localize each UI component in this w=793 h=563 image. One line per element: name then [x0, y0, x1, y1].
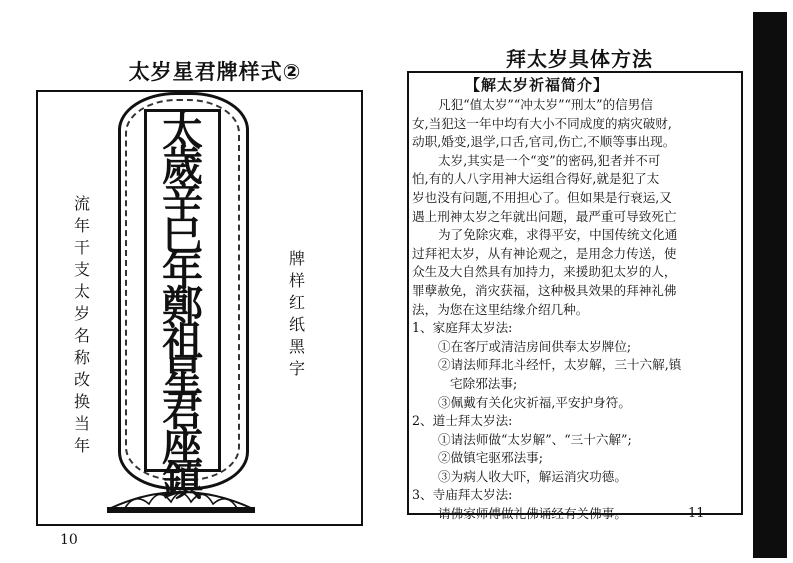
text-line: 过拜祀太岁，从有神论观之，是用念力传送，使	[412, 245, 677, 261]
side-note-char: 年	[73, 216, 90, 235]
plaque-panel	[144, 107, 221, 505]
text-line: 罪孽赦免，消灾获福，这种极具效果的拜神礼佛	[412, 282, 677, 298]
text-line: 太岁,其实是一个“变”的密码,犯者并不可	[438, 152, 661, 168]
text-line: 岁也没有问题,不用担心了。但如果是行衰运,又	[412, 189, 672, 205]
text-line: 动职,婚变,退学,口舌,官司,伤亡,不顺等事出现。	[412, 134, 676, 150]
plaque-char: 祖	[162, 317, 203, 365]
plaque-char: 歲	[162, 142, 203, 190]
side-note-char: 干	[73, 238, 90, 257]
text-line: 女,当犯这一年中均有大小不同成度的病灾破财,	[412, 115, 672, 131]
side-note-char: 流	[73, 194, 90, 213]
side-note-char: 样	[288, 271, 305, 290]
text-line: ①在客厅或清洁房间供奉太岁牌位;	[438, 338, 632, 354]
side-note-char: 岁	[73, 304, 90, 323]
side-note-char: 当	[73, 414, 90, 433]
side-note-char: 改	[73, 370, 90, 389]
text-line: 请佛家师傅做礼佛诵经有关佛事。	[438, 506, 627, 522]
side-note-left	[72, 193, 92, 457]
side-note-char: 支	[73, 260, 90, 279]
tai-sui-plaque	[118, 92, 249, 505]
text-line: ①请法师做“太岁解”、“三十六解”;	[438, 431, 632, 447]
text-line: 众生及大自然具有加持力，来援助犯太岁的人，	[412, 264, 677, 280]
body-text	[412, 96, 735, 524]
plaque-char: 辛	[162, 177, 203, 225]
text-line: 为了免除灾难，求得平安，中国传统文化通	[438, 227, 678, 243]
text-line: 1、家庭拜太岁法:	[412, 320, 513, 336]
plaque-inscription	[147, 107, 218, 505]
lotus-base-icon	[105, 474, 257, 514]
method-title: 拜太岁具体方法	[506, 47, 653, 71]
text-line: 法，为您在这里结缘介绍几种。	[412, 301, 589, 317]
side-note-char: 太	[73, 282, 90, 301]
text-line: 凡犯“值太岁”“冲太岁”“刑太”的信男信	[438, 97, 653, 112]
side-note-char: 称	[73, 348, 90, 367]
text-line: ③为病人收大吓，解运消灾功德。	[438, 468, 627, 484]
plaque-style-title: 太岁星君牌样式②	[128, 60, 302, 84]
side-note-char: 年	[73, 436, 90, 455]
side-note-char: 换	[73, 392, 90, 411]
side-note-char: 纸	[288, 315, 305, 334]
text-line: 2、道士拜太岁法:	[412, 413, 513, 429]
side-note-char: 名	[73, 326, 90, 345]
plaque-char: 座	[162, 422, 203, 470]
page-number-right: 11	[688, 506, 705, 521]
text-line: 遇上刑神太岁之年就出问题，最严重可导致死亡	[412, 208, 677, 224]
side-note-char: 牌	[288, 249, 305, 268]
left-page	[0, 0, 390, 563]
text-line: ③佩戴有关化灾祈福,平安护身符。	[438, 394, 631, 410]
plaque-char: 鎮	[162, 457, 203, 505]
side-note-char: 黑	[288, 337, 305, 356]
page-number-left: 10	[60, 532, 78, 548]
side-note-char: 红	[288, 293, 305, 312]
text-line: 3、寺庙拜太岁法:	[412, 487, 513, 503]
text-line: ②做镇宅驱邪法事;	[438, 450, 543, 466]
right-page	[390, 0, 793, 563]
intro-heading: 【解太岁祈福简介】	[465, 76, 610, 94]
plaque-char: 君	[162, 387, 203, 435]
side-note-char: 字	[288, 359, 305, 378]
plaque-char: 鄭	[162, 282, 203, 330]
plaque-char: 星	[162, 352, 203, 400]
text-line: ②请法师拜北斗经忏，太岁解，三十六解,镇	[438, 357, 682, 373]
plaque-char: 年	[162, 247, 203, 295]
side-note-right	[287, 248, 307, 380]
text-line: 怕,有的人八字用神大运组合得好,就是犯了太	[412, 171, 660, 187]
plaque-char: 太	[162, 107, 203, 155]
scan-edge-shadow	[753, 12, 787, 558]
text-line: 宅除邪法事;	[450, 375, 518, 391]
plaque-char: 巳	[162, 212, 203, 260]
